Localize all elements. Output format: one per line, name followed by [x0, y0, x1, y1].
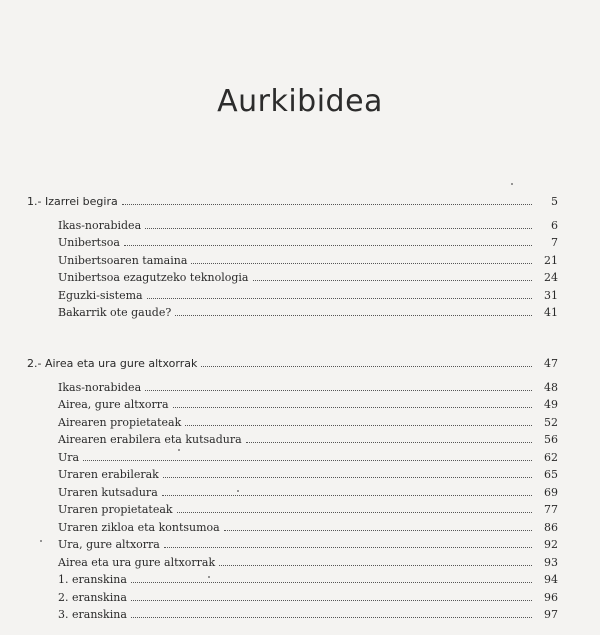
page-number: 97 [544, 608, 558, 621]
page-title: Aurkibidea [217, 84, 383, 119]
scan-speck [208, 576, 210, 578]
entry-title: Bakarrik ote gaude? [58, 306, 172, 319]
page-number: 94 [544, 573, 558, 586]
dot-leader [131, 581, 532, 583]
dot-leader [191, 262, 532, 264]
page-number: 92 [544, 538, 558, 551]
toc-entry [58, 589, 558, 606]
toc-entry [58, 304, 558, 321]
dot-leader [122, 203, 532, 205]
page-number: 62 [544, 451, 558, 464]
toc-entry [58, 379, 558, 396]
page-number: 5 [551, 195, 558, 208]
chapter-title: 2.- Airea eta ura gure altxorrak [27, 357, 198, 370]
toc-entry [58, 606, 558, 623]
entry-title: Uraren kutsadura [58, 486, 158, 499]
entry-title: 3. eranskina [58, 608, 127, 621]
dot-leader [219, 564, 532, 566]
toc-entry [58, 252, 558, 269]
entry-title: Ikas-norabidea [58, 219, 142, 232]
page-number: 41 [544, 306, 558, 319]
page-number: 52 [544, 416, 558, 429]
entry-title: Airearen propietateak [58, 416, 182, 429]
page-number: 77 [544, 503, 558, 516]
dot-leader [201, 365, 532, 367]
scan-speck [178, 449, 180, 451]
entry-title: Uraren erabilerak [58, 468, 159, 481]
dot-leader [224, 529, 532, 531]
entry-title: Ura [58, 451, 80, 464]
scan-speck [237, 490, 239, 492]
entry-title: Eguzki-sistema [58, 289, 143, 302]
toc-entry [58, 287, 558, 304]
toc-entry [58, 554, 558, 571]
dot-leader [177, 511, 532, 513]
toc-entry [58, 501, 558, 518]
entry-title: Unibertsoa [58, 236, 120, 249]
entry-title: Airearen erabilera eta kutsadura [58, 433, 242, 446]
page-number: 6 [551, 219, 558, 232]
toc-entry [58, 571, 558, 588]
page-number: 69 [544, 486, 558, 499]
dot-leader [163, 476, 532, 478]
toc-entry [58, 484, 558, 501]
dot-leader [145, 227, 532, 229]
entry-title: 2. eranskina [58, 591, 127, 604]
page-number: 86 [544, 521, 558, 534]
dot-leader [246, 441, 532, 443]
scan-speck [40, 540, 42, 542]
page-number: 47 [544, 357, 558, 370]
entry-title: Unibertsoa ezagutzeko teknologia [58, 271, 249, 284]
dot-leader [185, 424, 532, 426]
chapter-title: 1.- Izarrei begira [27, 195, 118, 208]
page-number: 24 [544, 271, 558, 284]
dot-leader [145, 389, 532, 391]
dot-leader [175, 314, 532, 316]
dot-leader [162, 494, 532, 496]
page-number: 48 [544, 381, 558, 394]
toc-chapter-2 [27, 355, 558, 372]
page-number: 56 [544, 433, 558, 446]
page-number: 96 [544, 591, 558, 604]
toc-entry [58, 431, 558, 448]
entry-title: Airea, gure altxorra [58, 398, 169, 411]
dot-leader [131, 616, 532, 618]
toc-chapter-1 [27, 193, 558, 210]
dot-leader [83, 459, 532, 461]
dot-leader [164, 546, 532, 548]
dot-leader [147, 297, 532, 299]
toc-entry [58, 217, 558, 234]
page-number: 49 [544, 398, 558, 411]
toc-entry [58, 536, 558, 553]
entry-title: Uraren propietateak [58, 503, 173, 516]
toc-entry [58, 396, 558, 413]
toc-entry [58, 414, 558, 431]
entry-title: Unibertsoaren tamaina [58, 254, 188, 267]
toc-entry [58, 449, 558, 466]
toc-entry [58, 519, 558, 536]
page-number: 21 [544, 254, 558, 267]
page-number: 7 [551, 236, 558, 249]
entry-title: Ura, gure altxorra [58, 538, 160, 551]
page-number: 65 [544, 468, 558, 481]
entry-title: 1. eranskina [58, 573, 127, 586]
entry-title: Ikas-norabidea [58, 381, 142, 394]
entry-title: Uraren zikloa eta kontsumoa [58, 521, 220, 534]
dot-leader [131, 599, 532, 601]
dot-leader [173, 406, 532, 408]
entry-title: Airea eta ura gure altxorrak [58, 556, 216, 569]
page-number: 31 [544, 289, 558, 302]
scan-speck [511, 183, 513, 185]
toc-entry [58, 466, 558, 483]
page-number: 93 [544, 556, 558, 569]
toc-entry [58, 234, 558, 251]
toc-entry [58, 269, 558, 286]
dot-leader [253, 279, 533, 281]
dot-leader [124, 244, 532, 246]
